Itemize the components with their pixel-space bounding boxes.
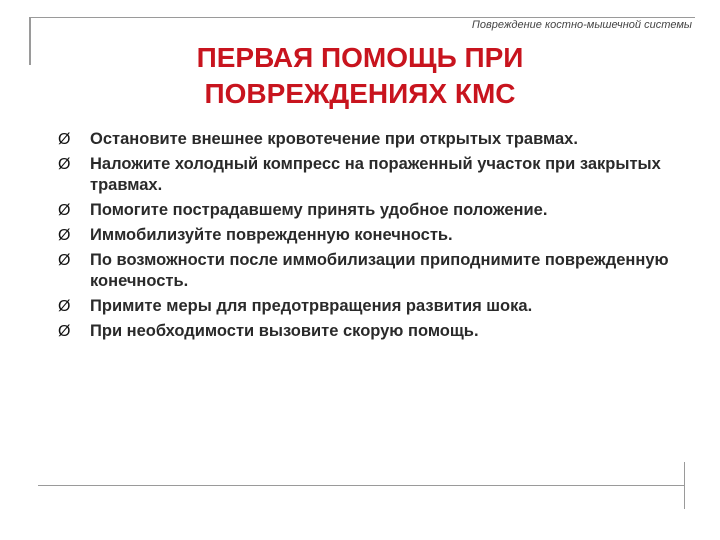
list-item-text: Помогите пострадавшему принять удобное положение.: [90, 201, 548, 219]
list-item-text: Остановите внешнее кровотечение при открытых травмах.: [90, 130, 578, 148]
list-item-text: Наложите холодный компресс на пораженный участок при закрытых травмах.: [90, 155, 661, 194]
arrow-bullet-icon: Ø: [58, 202, 71, 219]
frame-bottom-line: [38, 485, 685, 486]
header-caption: Повреждение костно-мышечной системы: [471, 19, 692, 31]
list-item: [58, 200, 688, 221]
frame-right-line: [684, 462, 685, 509]
slide-title-line-1: ПЕРВАЯ ПОМОЩЬ ПРИ: [196, 42, 524, 73]
list-item-text: При необходимости вызовите скорую помощь.: [90, 322, 479, 340]
list-item: [58, 250, 688, 292]
arrow-bullet-icon: Ø: [58, 252, 71, 269]
list-item: [58, 321, 688, 342]
arrow-bullet-icon: Ø: [58, 156, 71, 173]
slide-title-line-2: ПОВРЕЖДЕНИЯХ КМС: [204, 78, 516, 109]
list-item: [58, 154, 688, 196]
list-item-text: Примите меры для предотрвращения развития шока.: [90, 297, 533, 315]
list-item: [58, 296, 688, 317]
list-item-text: Иммобилизуйте поврежденную конечность.: [90, 226, 453, 244]
bullet-list: [58, 129, 688, 346]
arrow-bullet-icon: Ø: [58, 323, 71, 340]
slide-title: [0, 40, 720, 112]
arrow-bullet-icon: Ø: [58, 131, 71, 148]
arrow-bullet-icon: Ø: [58, 298, 71, 315]
list-item: [58, 225, 688, 246]
frame-top-line: [30, 17, 695, 18]
list-item-text: По возможности после иммобилизации приподнимите поврежденную конечность.: [90, 251, 669, 290]
list-item: [58, 129, 688, 150]
arrow-bullet-icon: Ø: [58, 227, 71, 244]
